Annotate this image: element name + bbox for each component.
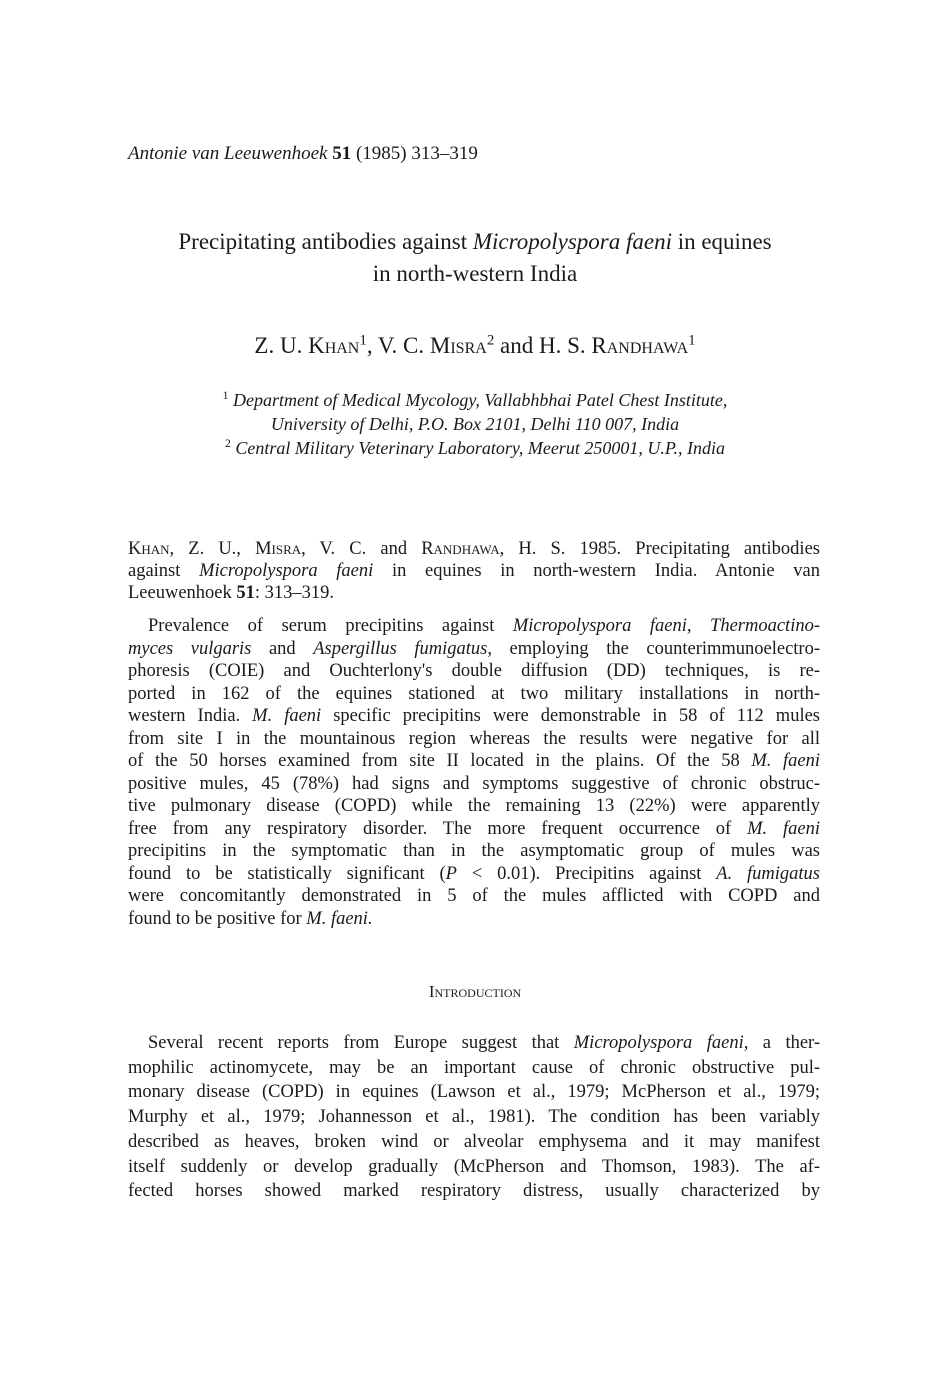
- text-segment: Micropolyspora faeni: [199, 561, 374, 581]
- text-segment: University of Delhi, P.O. Box 2101, Delhi 110 007, India: [270, 414, 680, 434]
- text-line: [100, 258, 850, 290]
- text-segment: in north-western India: [372, 261, 578, 286]
- text-segment: Misra: [255, 539, 302, 559]
- text-line: [128, 750, 820, 773]
- text-line: [100, 412, 850, 436]
- text-segment: 1: [688, 332, 696, 349]
- text-segment: Micropolyspora faeni,: [573, 1033, 749, 1053]
- text-segment: , V. C.: [366, 333, 430, 358]
- text-segment: Micropolyspora faeni: [472, 229, 672, 254]
- text-segment: 2: [486, 332, 495, 349]
- text-segment: (1985) 313–319: [351, 143, 478, 164]
- text-segment: tive pulmonary disease (COPD) while the remaining 13 (22%) were apparently: [128, 796, 820, 816]
- text-line: [128, 143, 820, 165]
- text-line: [100, 333, 850, 359]
- text-line: [128, 582, 820, 604]
- text-segment: fected horses showed marked respiratory distress, usually characterized by: [128, 1181, 820, 1202]
- text-segment: 51: [327, 143, 352, 164]
- text-segment: phoresis (COIE) and Ouchterlony's double diffusion (DD) techniques, is re-: [128, 661, 820, 681]
- introduction-paragraph: [128, 1031, 820, 1204]
- text-segment: Prevalence of serum precipitins against: [148, 616, 513, 636]
- text-segment: found to be positive for: [128, 908, 307, 929]
- text-segment: mophilic actinomycete, may be an important cause of chronic obstructive pul-: [128, 1057, 820, 1078]
- text-segment: were concomitantly demonstrated in 5 of the mules afflicted with COPD and: [128, 886, 820, 906]
- text-segment: M. faeni: [747, 818, 820, 839]
- article-title: [100, 226, 850, 290]
- text-segment: Department of Medical Mycology, Vallabhbhai Patel Chest Institute,: [228, 390, 728, 410]
- text-segment: in equines in north-western India. Antonie van: [373, 561, 821, 581]
- text-segment: Murphy et al., 1979; Johannesson et al., 1981). The condition has been variably: [128, 1107, 820, 1128]
- text-segment: 1: [359, 332, 367, 349]
- text-segment: , H. S. 1985. Precipitating antibodies: [499, 539, 820, 559]
- text-line: [128, 638, 820, 661]
- text-segment: Aspergillus fumigatus,: [313, 638, 492, 659]
- text-line: [128, 1155, 820, 1180]
- text-segment: M. faeni: [751, 751, 820, 771]
- text-segment: Khan: [308, 333, 360, 358]
- text-segment: from site I in the mountainous region whereas the results were negative for all: [128, 728, 820, 749]
- text-line: [128, 795, 820, 818]
- text-segment: Several recent reports from Europe suggest that: [148, 1033, 574, 1053]
- text-segment: Khan: [128, 539, 170, 559]
- text-segment: Z. U.: [254, 333, 309, 358]
- text-line: [128, 728, 820, 751]
- text-segment: monary disease (COPD) in equines (Lawson et al., 1979; McPherson et al., 1979;: [128, 1082, 820, 1103]
- text-segment: 51: [236, 583, 255, 603]
- text-line: [128, 560, 820, 582]
- text-segment: Central Military Veterinary Laboratory, Meerut 250001, U.P., India: [230, 438, 725, 458]
- text-line: [128, 1105, 820, 1130]
- text-segment: against: [128, 561, 200, 581]
- text-line: [128, 615, 820, 638]
- text-segment: < 0.01). Precipitins against: [456, 863, 717, 884]
- text-segment: , V. C. and: [301, 539, 422, 559]
- text-segment: , Z. U.,: [169, 539, 256, 559]
- text-segment: Micropolyspora faeni, Thermoactino-: [512, 616, 820, 636]
- text-line: [100, 226, 850, 258]
- text-segment: myces vulgaris: [128, 638, 252, 659]
- text-segment: specific precipitins were demonstrable in 58 of 112 mules: [321, 706, 820, 726]
- text-segment: precipitins in the symptomatic than in the asymptomatic group of mules was: [128, 841, 820, 861]
- text-segment: in equines: [671, 229, 772, 254]
- text-segment: and: [251, 638, 314, 659]
- text-segment: free from any respiratory disorder. The more frequent occurrence of: [128, 818, 748, 839]
- text-segment: western India.: [128, 706, 253, 726]
- text-segment: Introduction: [428, 982, 522, 1001]
- text-line: [128, 1056, 820, 1081]
- text-line: [128, 683, 820, 706]
- text-segment: 1: [222, 389, 229, 402]
- text-line: [128, 660, 820, 683]
- text-segment: Antonie van Leeuwenhoek: [128, 143, 328, 164]
- text-segment: of the 50 horses examined from site II located in the plains. Of the 58: [128, 751, 752, 771]
- text-line: [128, 908, 820, 931]
- text-segment: Precipitating antibodies against: [178, 229, 473, 254]
- text-line: [128, 538, 820, 560]
- text-line: [128, 1080, 820, 1105]
- text-segment: employing the counterimmunoelectro-: [491, 638, 821, 659]
- text-segment: Randhawa: [591, 333, 689, 358]
- affiliations: [100, 388, 850, 460]
- text-segment: positive mules, 45 (78%) had signs and symptoms suggestive of chronic obstruc-: [128, 773, 820, 794]
- authors: [100, 333, 850, 359]
- text-line: [100, 388, 850, 412]
- text-line: [128, 818, 820, 841]
- text-line: [128, 1031, 820, 1056]
- text-segment: found to be statistically significant (: [128, 863, 446, 884]
- text-segment: a ther-: [748, 1033, 821, 1053]
- text-line: [128, 885, 820, 908]
- text-segment: 2: [225, 437, 231, 450]
- text-line: [128, 1179, 820, 1204]
- text-segment: and H. S.: [494, 333, 592, 358]
- text-segment: described as heaves, broken wind or alveolar emphysema and it may manifest: [128, 1131, 820, 1152]
- text-segment: ported in 162 of the equines stationed at two military installations in north-: [128, 683, 820, 704]
- text-line: [128, 863, 820, 886]
- text-line: [128, 773, 820, 796]
- bibliographic-citation: [128, 538, 820, 604]
- text-segment: M. faeni: [252, 706, 322, 726]
- journal-citation-header: [128, 143, 820, 165]
- text-segment: Randhawa: [421, 539, 500, 559]
- text-line: [128, 1130, 820, 1155]
- section-heading-introduction: [100, 982, 850, 1002]
- abstract: [128, 615, 820, 930]
- text-line: [128, 705, 820, 728]
- text-segment: M. faeni.: [306, 908, 373, 929]
- text-segment: itself suddenly or develop gradually (McPherson and Thomson, 1983). The af-: [128, 1156, 820, 1177]
- text-line: [128, 840, 820, 863]
- text-line: [100, 982, 850, 1002]
- text-line: [100, 436, 850, 460]
- text-segment: Misra: [429, 333, 487, 358]
- text-segment: A. fumigatus: [716, 863, 820, 884]
- text-segment: P: [445, 863, 457, 884]
- text-segment: : 313–319.: [254, 583, 335, 603]
- text-segment: Leeuwenhoek: [128, 583, 237, 603]
